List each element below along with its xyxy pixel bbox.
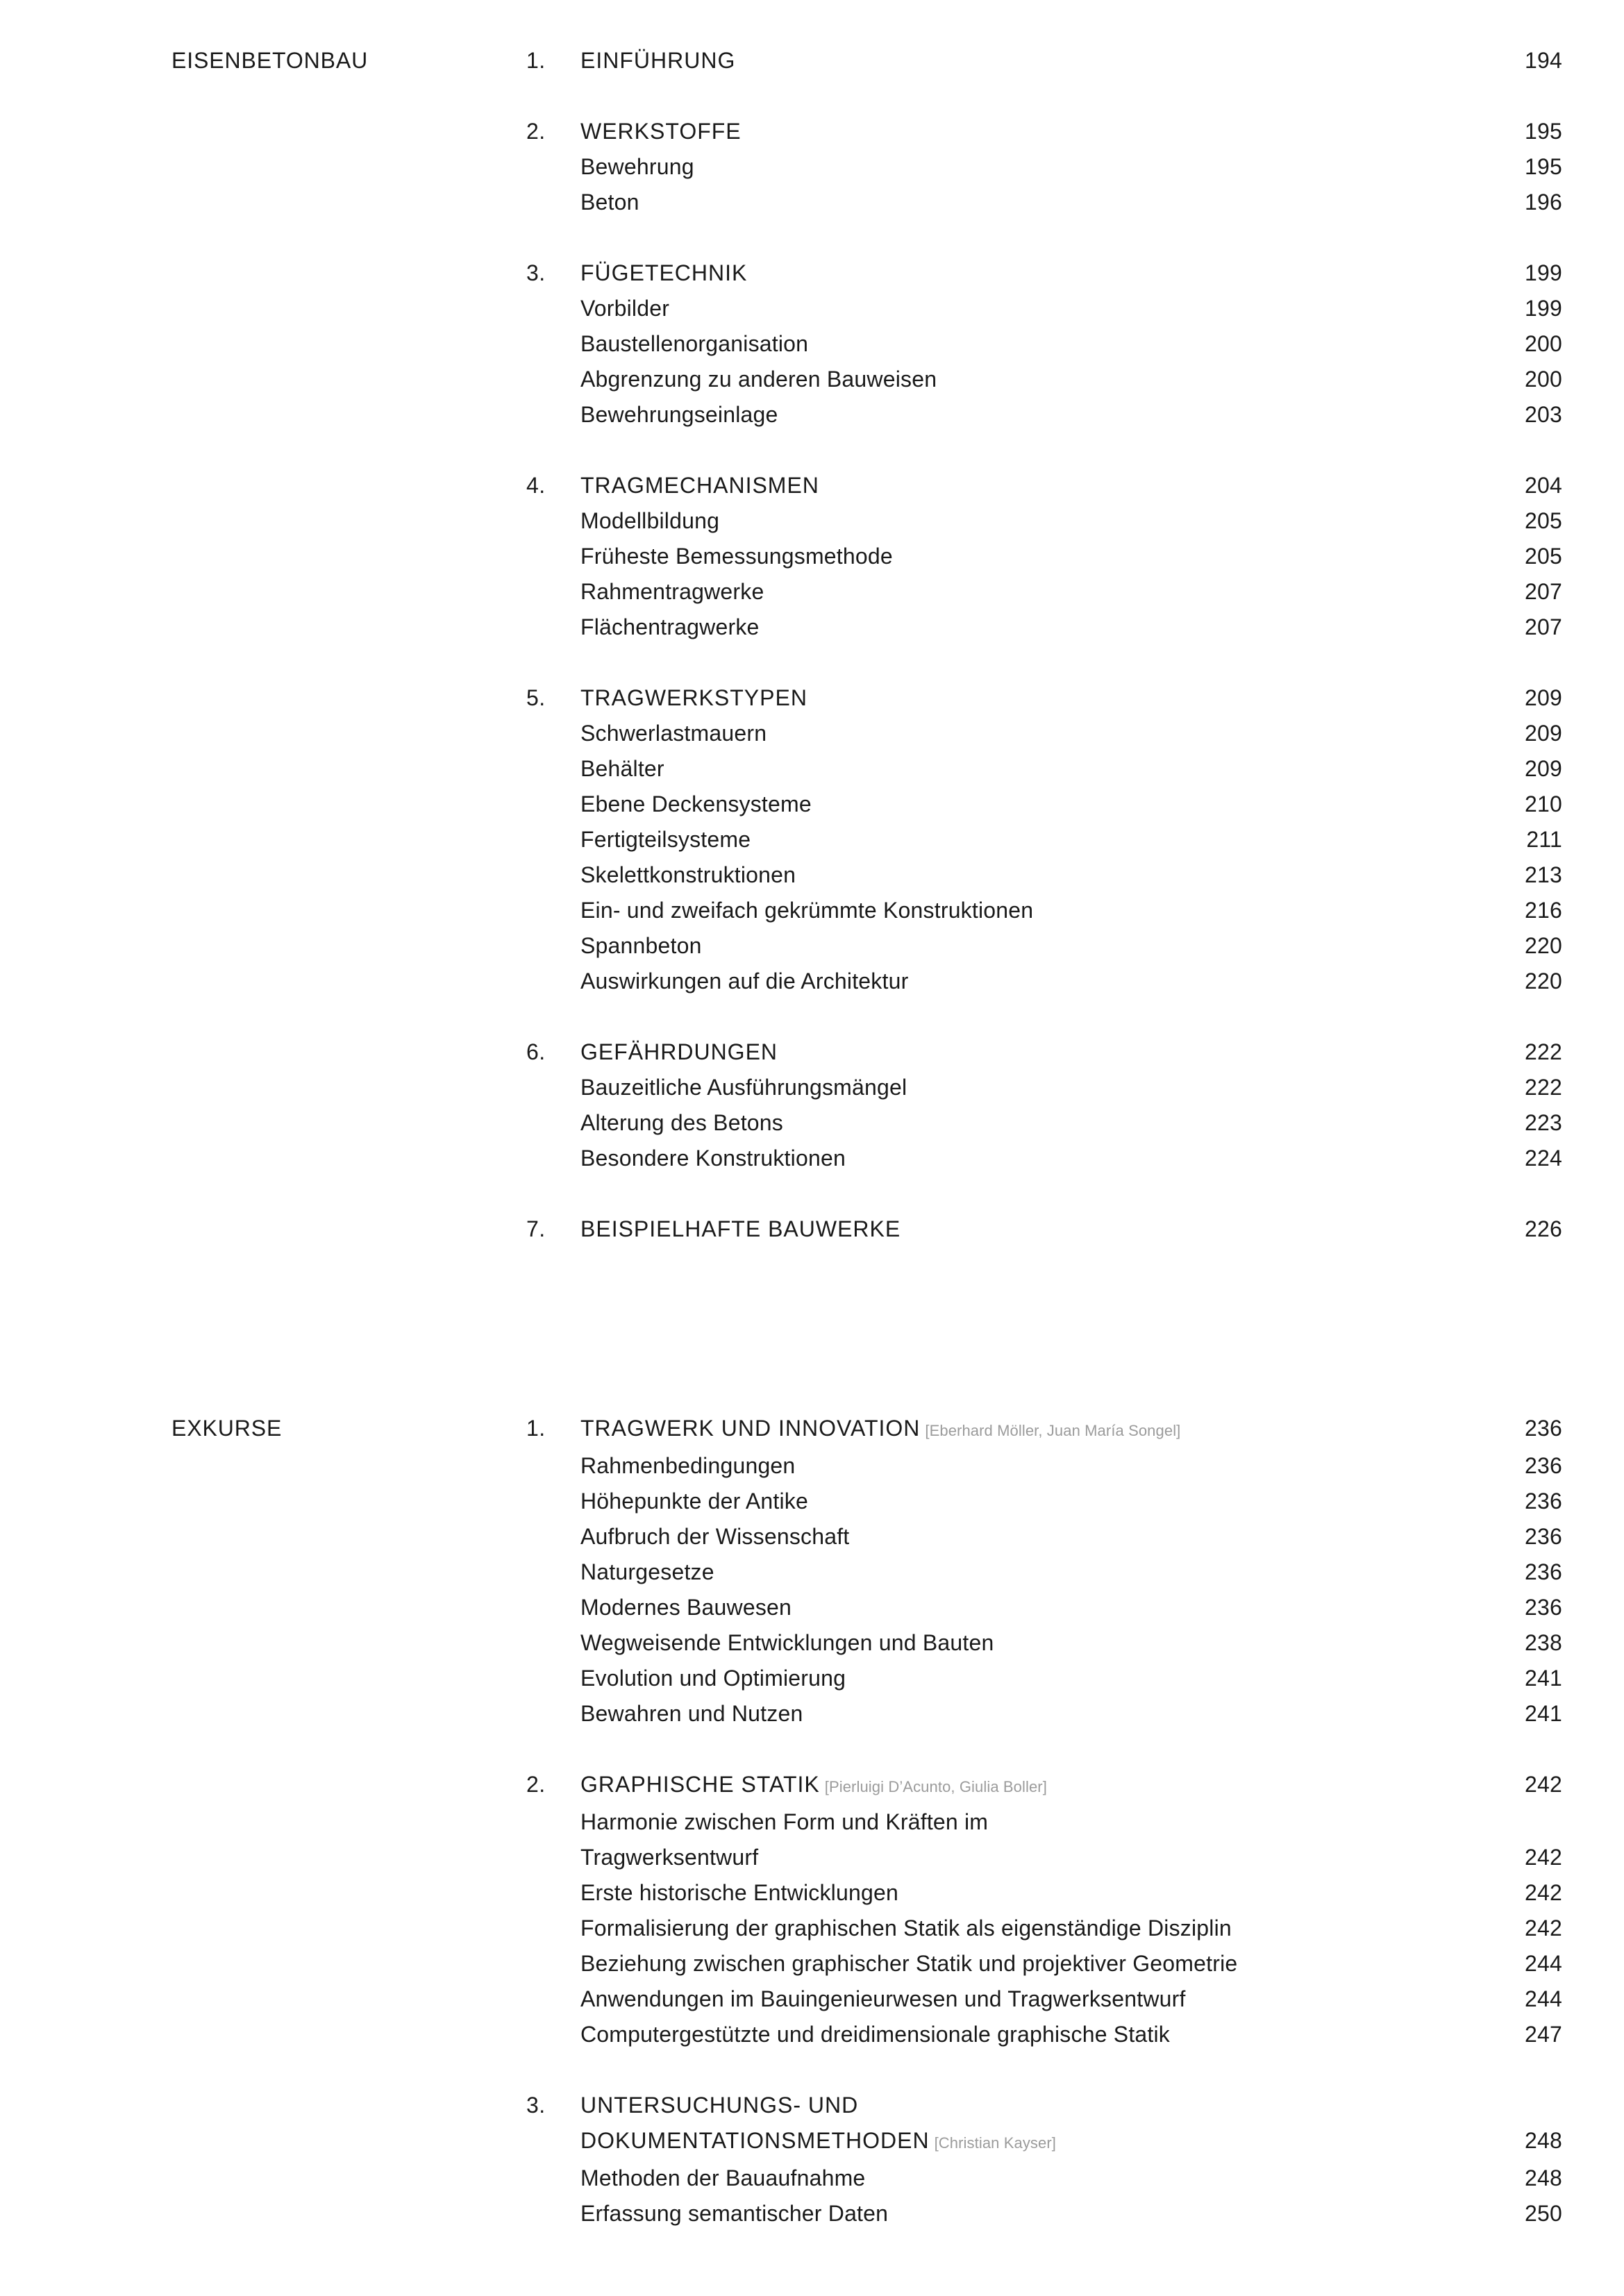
toc-block	[0, 43, 1624, 1247]
toc-entry-title-text: Beton	[580, 190, 639, 215]
toc-entry-page-number: 203	[1525, 402, 1562, 427]
toc-entry-sub[interactable]	[526, 185, 1562, 220]
toc-entry-page-number: 242	[1525, 1916, 1562, 1941]
toc-entry-title[interactable]	[580, 149, 1444, 185]
toc-entry-heading[interactable]	[526, 468, 1562, 503]
toc-group	[526, 43, 1562, 78]
toc-entry-page-number: 242	[1525, 1845, 1562, 1870]
toc-group-list	[526, 43, 1562, 1247]
toc-entry-page-number: 210	[1525, 791, 1562, 816]
toc-entry-number: 4.	[526, 473, 546, 498]
toc-entry-title[interactable]	[580, 893, 1444, 928]
toc-entry-number: 2.	[526, 1772, 546, 1797]
toc-entry-title-text: DOKUMENTATIONSMETHODEN	[580, 2128, 930, 2153]
toc-entry-title-text: Evolution und Optimierung	[580, 1666, 846, 1691]
toc-block-label: EISENBETONBAU	[171, 48, 369, 73]
toc-entry-title[interactable]	[580, 1070, 1444, 1105]
toc-entry-title-text: Besondere Konstruktionen	[580, 1146, 846, 1171]
toc-entry-sub[interactable]	[526, 1555, 1562, 1590]
toc-entry-title-text: Formalisierung der graphischen Statik als eigenständige Disziplin	[580, 1916, 1232, 1941]
toc-entry-page-number: 209	[1525, 756, 1562, 781]
toc-entry-sub[interactable]	[526, 1105, 1562, 1141]
toc-blocks-root	[0, 43, 1624, 2231]
toc-entry-title-text: Fertigteilsysteme	[580, 827, 751, 852]
toc-entry-page-number: 248	[1525, 2165, 1562, 2190]
toc-entry-page-number: 250	[1525, 2201, 1562, 2226]
toc-entry-sub[interactable]	[526, 857, 1562, 893]
toc-entry-title-text: Früheste Bemessungsmethode	[580, 544, 893, 569]
toc-group	[526, 1212, 1562, 1247]
toc-entry-title-text: Modernes Bauwesen	[580, 1595, 792, 1620]
toc-entry-sub[interactable]	[526, 149, 1562, 185]
toc-entry-page-number: 244	[1525, 1951, 1562, 1976]
toc-entry-page-number: 194	[1525, 48, 1562, 73]
toc-entry-title[interactable]	[580, 1519, 1444, 1555]
toc-entry-sub[interactable]	[526, 822, 1562, 857]
toc-entry-title[interactable]	[580, 822, 1444, 857]
toc-entry-title[interactable]	[580, 2161, 1444, 2196]
toc-entry-title-text: Bewahren und Nutzen	[580, 1701, 803, 1726]
toc-entry-page-number: 207	[1525, 614, 1562, 639]
toc-entry-heading[interactable]	[526, 43, 1562, 78]
toc-entry-title-text: Erste historische Entwicklungen	[580, 1880, 898, 1905]
toc-entry-sub[interactable]	[526, 1804, 1562, 1840]
toc-entry-page-number: 220	[1525, 933, 1562, 958]
toc-entry-page-number: 207	[1525, 579, 1562, 604]
toc-entry-title-text: TRAGWERK UND INNOVATION	[580, 1416, 921, 1441]
toc-entry-title[interactable]	[580, 1590, 1444, 1625]
toc-entry-heading[interactable]	[526, 1767, 1562, 1804]
toc-entry-page-number: 200	[1525, 331, 1562, 356]
toc-entry-page-number: 241	[1525, 1666, 1562, 1691]
toc-entry-sub[interactable]	[526, 326, 1562, 362]
toc-entry-title[interactable]	[580, 1034, 1444, 1070]
toc-entry-title[interactable]	[580, 1484, 1444, 1519]
toc-entry-page-number: 205	[1525, 508, 1562, 533]
toc-entry-title-text: Rahmenbedingungen	[580, 1453, 796, 1478]
toc-entry-title[interactable]	[580, 1448, 1444, 1484]
toc-entry-sub[interactable]	[526, 928, 1562, 964]
toc-entry-sub[interactable]	[526, 1981, 1562, 2017]
toc-entry-page-number: 222	[1525, 1039, 1562, 1064]
toc-entry-sub[interactable]	[526, 291, 1562, 326]
toc-entry-title-text: Bewehrungseinlage	[580, 402, 778, 427]
toc-entry-page-number: 242	[1525, 1880, 1562, 1905]
toc-entry-number: 3.	[526, 2093, 546, 2118]
toc-entry-heading[interactable]	[526, 255, 1562, 291]
toc-entry-title[interactable]	[580, 857, 1444, 893]
toc-entry-page-number: 248	[1525, 2128, 1562, 2153]
toc-entry-title[interactable]	[580, 114, 1444, 149]
toc-entry-heading[interactable]	[526, 1034, 1562, 1070]
toc-entry-title-text: FÜGETECHNIK	[580, 260, 748, 285]
toc-entry-title[interactable]	[580, 1804, 1444, 1840]
toc-entry-number: 2.	[526, 119, 546, 144]
toc-group	[526, 2088, 1562, 2231]
toc-entry-title-text: Behälter	[580, 756, 664, 781]
toc-entry-title[interactable]	[580, 326, 1444, 362]
toc-entry-page-number: 242	[1525, 1772, 1562, 1797]
toc-entry-title-text: TRAGWERKSTYPEN	[580, 685, 807, 710]
toc-entry-page-number: 222	[1525, 1075, 1562, 1100]
toc-entry-title-text: Schwerlastmauern	[580, 721, 767, 746]
toc-entry-title-text: Rahmentragwerke	[580, 579, 764, 604]
toc-entry-title-text: BEISPIELHAFTE BAUWERKE	[580, 1216, 901, 1241]
toc-entry-title-text: Tragwerksentwurf	[580, 1845, 759, 1870]
toc-entry-page-number: 216	[1525, 898, 1562, 923]
toc-entry-title-text: Vorbilder	[580, 296, 670, 321]
toc-entry-title-text: Flächentragwerke	[580, 614, 760, 639]
toc-entry-title[interactable]	[580, 1105, 1444, 1141]
toc-entry-page-number: 195	[1525, 119, 1562, 144]
toc-entry-sub[interactable]	[526, 1484, 1562, 1519]
toc-entry-sub[interactable]	[526, 2161, 1562, 2196]
toc-entry-page-number: 238	[1525, 1630, 1562, 1655]
toc-entry-sub[interactable]	[526, 1141, 1562, 1176]
toc-entry-page-number: 247	[1525, 2022, 1562, 2047]
toc-entry-authors: [Eberhard Möller, Juan María Songel]	[925, 1422, 1181, 1439]
toc-block-label: EXKURSE	[171, 1416, 283, 1441]
toc-entry-title[interactable]	[580, 2123, 1444, 2161]
toc-entry-title-text: Modellbildung	[580, 508, 720, 533]
toc-entry-number: 1.	[526, 48, 546, 73]
toc-entry-title[interactable]	[580, 2017, 1444, 2052]
toc-entry-title[interactable]	[580, 1555, 1444, 1590]
toc-entry-title-text: Methoden der Bauaufnahme	[580, 2165, 866, 2190]
toc-entry-title-text: UNTERSUCHUNGS- UND	[580, 2093, 859, 2118]
toc-entry-sub[interactable]	[526, 1590, 1562, 1625]
toc-entry-sub[interactable]	[526, 751, 1562, 787]
toc-entry-heading[interactable]	[526, 2088, 1562, 2123]
toc-entry-heading[interactable]	[526, 1411, 1562, 1448]
toc-entry-number: 1.	[526, 1416, 546, 1441]
toc-entry-title-text: Höhepunkte der Antike	[580, 1489, 808, 1514]
toc-entry-title[interactable]	[580, 716, 1444, 751]
toc-entry-title-text: Naturgesetze	[580, 1559, 714, 1584]
toc-entry-page-number: 236	[1525, 1595, 1562, 1620]
toc-entry-title-text: GRAPHISCHE STATIK	[580, 1772, 820, 1797]
toc-entry-title-text: GEFÄHRDUNGEN	[580, 1039, 778, 1064]
toc-entry-heading[interactable]	[526, 114, 1562, 149]
toc-entry-authors: [Pierluigi D’Acunto, Giulia Boller]	[824, 1778, 1047, 1795]
toc-entry-title[interactable]	[580, 1981, 1444, 2017]
toc-entry-title[interactable]	[580, 362, 1444, 397]
toc-entry-page-number: 213	[1525, 862, 1562, 887]
toc-entry-sub[interactable]	[526, 1696, 1562, 1732]
toc-entry-title-text: Anwendungen im Bauingenieurwesen und Tragwerksentwurf	[580, 1986, 1186, 2011]
toc-entry-sub[interactable]	[526, 1070, 1562, 1105]
toc-entry-title[interactable]	[580, 503, 1444, 539]
toc-entry-title-text: Alterung des Betons	[580, 1110, 783, 1135]
toc-entry-page-number: 196	[1525, 190, 1562, 215]
toc-entry-title[interactable]	[580, 468, 1444, 503]
toc-entry-title[interactable]	[580, 397, 1444, 433]
toc-entry-title[interactable]	[580, 1840, 1444, 1875]
toc-entry-title-text: Ebene Deckensysteme	[580, 791, 812, 816]
toc-entry-page-number: 236	[1525, 1524, 1562, 1549]
toc-entry-page-number: 200	[1525, 367, 1562, 392]
toc-entry-page-number: 199	[1525, 296, 1562, 321]
toc-entry-sub[interactable]	[526, 397, 1562, 433]
toc-entry-title-text: Wegweisende Entwicklungen und Bauten	[580, 1630, 994, 1655]
toc-group	[526, 680, 1562, 999]
toc-entry-page-number: 236	[1525, 1559, 1562, 1584]
toc-entry-title[interactable]	[580, 1911, 1444, 1946]
toc-entry-title[interactable]	[580, 1767, 1444, 1804]
toc-entry-title[interactable]	[580, 1212, 1444, 1247]
toc-group	[526, 255, 1562, 433]
toc-entry-sub[interactable]	[526, 574, 1562, 610]
toc-entry-sub[interactable]	[526, 1875, 1562, 1911]
toc-entry-title[interactable]	[580, 574, 1444, 610]
toc-entry-sub[interactable]	[526, 787, 1562, 822]
toc-entry-sub[interactable]	[526, 539, 1562, 574]
toc-entry-title[interactable]	[580, 964, 1444, 999]
toc-entry-number: 6.	[526, 1039, 546, 1064]
toc-entry-sub[interactable]	[526, 1448, 1562, 1484]
toc-group	[526, 1034, 1562, 1176]
toc-entry-title[interactable]	[580, 751, 1444, 787]
toc-entry-page-number: 236	[1525, 1416, 1562, 1441]
toc-group-list	[526, 1411, 1562, 2231]
toc-entry-number: 7.	[526, 1216, 546, 1241]
toc-group	[526, 1767, 1562, 2052]
toc-entry-title-text: EINFÜHRUNG	[580, 48, 736, 73]
toc-entry-sub[interactable]	[526, 893, 1562, 928]
toc-entry-page-number: 241	[1525, 1701, 1562, 1726]
toc-entry-title[interactable]	[580, 1411, 1444, 1448]
toc-entry-title-text: Ein- und zweifach gekrümmte Konstruktionen	[580, 898, 1034, 923]
toc-entry-heading[interactable]	[526, 680, 1562, 716]
toc-entry-sub[interactable]	[526, 2017, 1562, 2052]
toc-entry-page-number: 236	[1525, 1489, 1562, 1514]
toc-entry-page-number: 204	[1525, 473, 1562, 498]
toc-entry-page-number: 220	[1525, 969, 1562, 994]
toc-entry-heading[interactable]	[526, 1212, 1562, 1247]
toc-entry-title-text: Computergestützte und dreidimensionale graphische Statik	[580, 2022, 1171, 2047]
toc-entry-authors: [Christian Kayser]	[934, 2134, 1057, 2152]
toc-entry-page-number: 205	[1525, 544, 1562, 569]
toc-group	[526, 1411, 1562, 1732]
toc-entry-title-text: Spannbeton	[580, 933, 702, 958]
toc-entry-page-number: 223	[1525, 1110, 1562, 1135]
toc-group	[526, 468, 1562, 645]
toc-entry-number: 5.	[526, 685, 546, 710]
toc-entry-title[interactable]	[580, 1141, 1444, 1176]
toc-entry-title-text: Abgrenzung zu anderen Bauweisen	[580, 367, 937, 392]
toc-entry-sub[interactable]	[526, 1661, 1562, 1696]
toc-entry-title-text: Harmonie zwischen Form und Kräften im	[580, 1809, 989, 1834]
toc-entry-page-number: 209	[1525, 721, 1562, 746]
toc-entry-page-number: 195	[1525, 154, 1562, 179]
toc-entry-number: 3.	[526, 260, 546, 285]
toc-entry-sub[interactable]	[526, 610, 1562, 645]
toc-entry-sub[interactable]	[526, 362, 1562, 397]
toc-entry-page-number: 224	[1525, 1146, 1562, 1171]
toc-entry-title[interactable]	[580, 1946, 1444, 1981]
toc-entry-title-text: Baustellenorganisation	[580, 331, 809, 356]
toc-entry-title-text: Erfassung semantischer Daten	[580, 2201, 889, 2226]
toc-entry-title[interactable]	[580, 1661, 1444, 1696]
toc-entry-page-number: 244	[1525, 1986, 1562, 2011]
toc-entry-title[interactable]	[580, 1696, 1444, 1732]
toc-entry-title[interactable]	[580, 787, 1444, 822]
toc-entry-sub[interactable]	[526, 1625, 1562, 1661]
toc-entry-title[interactable]	[580, 539, 1444, 574]
toc-entry-title[interactable]	[580, 2088, 1444, 2123]
toc-entry-title[interactable]	[580, 1875, 1444, 1911]
toc-block	[0, 1411, 1624, 2231]
toc-entry-title-text: Aufbruch der Wissenschaft	[580, 1524, 850, 1549]
toc-entry-sub[interactable]	[526, 2196, 1562, 2231]
toc-entry-sub[interactable]	[526, 1519, 1562, 1555]
toc-entry-sub[interactable]	[526, 503, 1562, 539]
toc-entry-page-number: 226	[1525, 1216, 1562, 1241]
toc-entry-title-text: Bewehrung	[580, 154, 694, 179]
toc-entry-sub[interactable]	[526, 1946, 1562, 1981]
toc-entry-sub[interactable]	[526, 1911, 1562, 1946]
toc-entry-title-text: Skelettkonstruktionen	[580, 862, 796, 887]
toc-entry-title[interactable]	[580, 928, 1444, 964]
toc-entry-title-text: WERKSTOFFE	[580, 119, 742, 144]
toc-entry-sub[interactable]	[526, 964, 1562, 999]
toc-entry-title[interactable]	[580, 610, 1444, 645]
toc-entry-page-number: 209	[1525, 685, 1562, 710]
toc-group	[526, 114, 1562, 220]
toc-entry-title[interactable]	[580, 680, 1444, 716]
toc-entry-heading[interactable]	[526, 2123, 1562, 2161]
toc-entry-title-text: TRAGMECHANISMEN	[580, 473, 819, 498]
toc-entry-page-number: 236	[1525, 1453, 1562, 1478]
toc-entry-title-text: Auswirkungen auf die Architektur	[580, 969, 909, 994]
toc-entry-title[interactable]	[580, 43, 1444, 78]
toc-entry-sub[interactable]	[526, 1840, 1562, 1875]
toc-entry-sub[interactable]	[526, 716, 1562, 751]
toc-entry-title[interactable]	[580, 2196, 1444, 2231]
toc-entry-title[interactable]	[580, 1625, 1444, 1661]
toc-entry-title[interactable]	[580, 185, 1444, 220]
toc-entry-page-number: 211	[1526, 827, 1562, 852]
toc-entry-title-text: Bauzeitliche Ausführungsmängel	[580, 1075, 907, 1100]
toc-entry-title[interactable]	[580, 255, 1444, 291]
toc-entry-title[interactable]	[580, 291, 1444, 326]
toc-entry-title-text: Beziehung zwischen graphischer Statik und projektiver Geometrie	[580, 1951, 1238, 1976]
toc-entry-page-number: 199	[1525, 260, 1562, 285]
